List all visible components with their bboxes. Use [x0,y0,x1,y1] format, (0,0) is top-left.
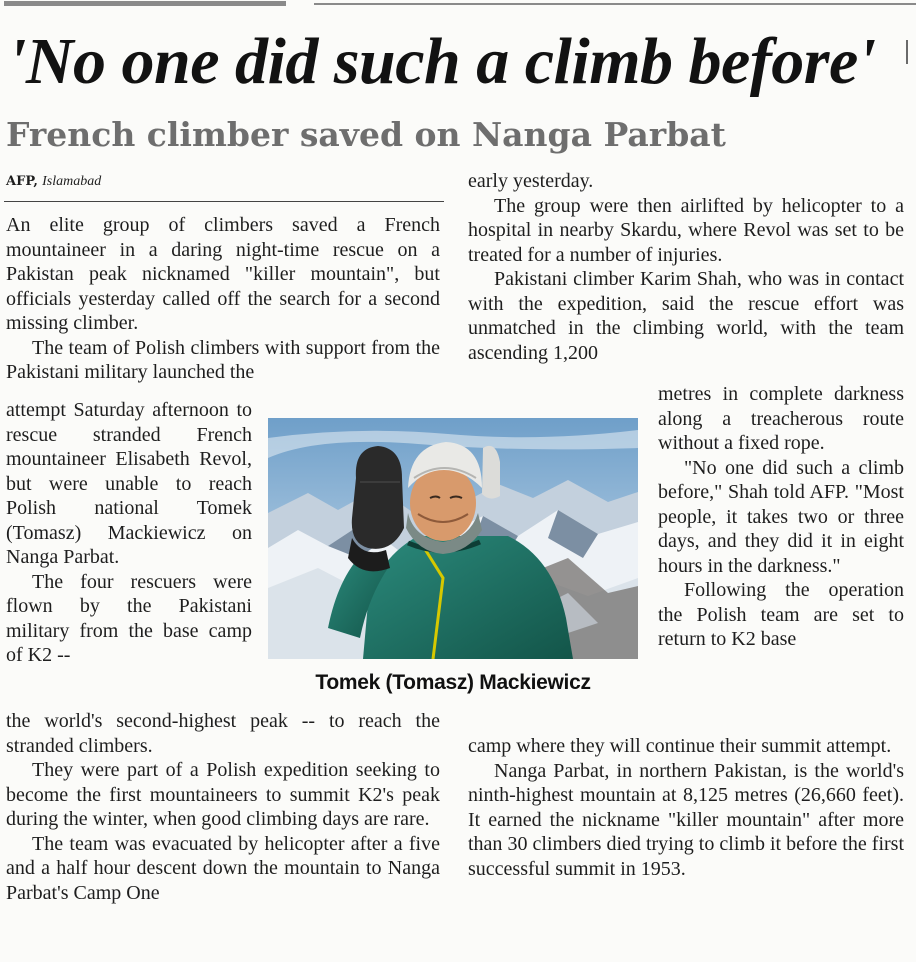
headline: 'No one did such a climb before' [8,25,876,98]
paragraph: early yesterday. [468,170,594,192]
top-rule-thick [4,1,286,6]
paragraph: The team of Polish climbers with support from the Pakistani military launched the [6,336,440,383]
column2-bottom [468,734,904,881]
paragraph: They were part of a Polish expedition seeking to become the first mountaineers to summit K2's peak during the winter, when good climbing days are rare. [6,759,440,830]
paragraph: camp where they will continue their summit attempt. [468,735,892,757]
photo-caption: Tomek (Tomasz) Mackiewicz [315,671,591,694]
paragraph: The team was evacuated by helicopter after a five and a half hour descent down the mountain to Nanga Parbat's Camp One [6,832,440,904]
paragraph: The group were then airlifted by helicopter to a hospital in nearby Skardu, where Revol was set to be treated for a number of injuries. [468,194,904,266]
column1-top [6,213,440,385]
byline-agency: AFP, [6,174,38,189]
top-rule-thin [314,3,916,5]
climber-illustration [268,418,638,659]
paragraph: The four rescuers were flown by the Pakistani military from the base camp of K2 -- [6,570,252,666]
column2-wrap [658,382,904,652]
byline [6,173,101,191]
climber-photo [268,418,638,659]
paragraph: An elite group of climbers saved a French mountaineer in a daring night-time rescue on a Pakistan peak nicknamed "killer mountain", but officials yesterday called off the search for a second missing climber. [6,214,440,334]
paragraph: attempt Saturday afternoon to rescue stranded French mountaineer Elisabeth Revol, but were unable to reach Polish national Tomek (Tomasz) Mackiewicz on Nanga Parbat. [6,399,252,568]
paragraph: Pakistani climber Karim Shah, who was in contact with the expedition, said the rescue effort was unmatched in the climbing world, with the team ascending 1,200 [468,268,904,364]
paragraph: Following the operation the Polish team are set to return to K2 base [658,579,904,650]
paragraph: "No one did such a climb before," Shah told AFP. "Most people, it takes two or three days, and they did it in eight hours in the darkness." [658,456,904,577]
byline-location: Islamabad [42,174,102,189]
column2-top [468,169,904,365]
side-rule [906,40,908,64]
column1-wrap [6,398,252,668]
paragraph: metres in complete darkness along a treacherous route without a fixed rope. [658,383,904,454]
paragraph: the world's second-highest peak -- to reach the stranded climbers. [6,710,440,757]
byline-rule [4,201,444,202]
column1-bottom [6,709,440,905]
subheadline: French climber saved on Nanga Parbat [6,115,726,154]
paragraph: Nanga Parbat, in northern Pakistan, is the world's ninth-highest mountain at 8,125 metres (26,660 feet). It earned the nickname "killer mountain" after more than 30 climbers died trying to climb it before the first successful summit in 1953. [468,759,904,880]
